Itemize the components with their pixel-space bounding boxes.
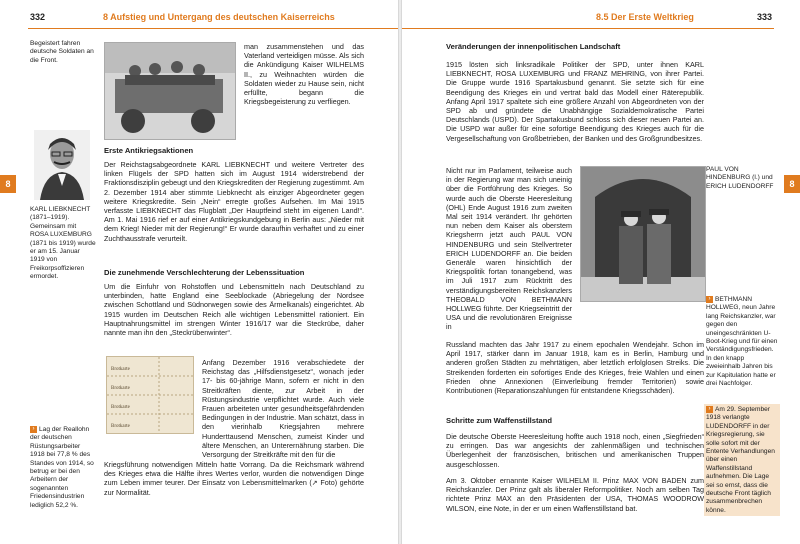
caption-soldiers: Begeistert fahren deutsche Soldaten an die Front. (30, 40, 94, 64)
paragraph-kriegsfuehrung: Kriegsführung notwendigen Mitteln hatte Vorrang. Da die Reichsmark während des Krieges etwa die Hälfte ihres Wertes verlor, wurden die notwendigen Dinge zum Leben immer teurer. Der Einsatz von Lebensmittelmarken (↗ Foto) gehörte zur Normalität. (104, 460, 364, 497)
heading-innenpolitik: Veränderungen der innenpolitischen Landschaft (446, 42, 621, 51)
caption-hindenburg: PAUL VON HINDENBURG (l.) und ERICH LUDENDORFF (706, 166, 774, 190)
right-page (402, 0, 800, 544)
paragraph-lebenssituation: Um die Einfuhr von Rohstoffen und Lebensmitteln nach Deutschland zu unterbinden, hatte England eine Seeblockade (Abriegelung der Nordsee zwischen Schottland und Südnorwegen sowie des Ärmelkanals) eingerichtet. Ab 1915 wurden im Deutschen Reich alle wichtigen Lebensmittel rationiert. Ein Hauptnahrungsmittel im strengen Winter 1916/17 war die Steckrübe, daher nannte man ihn den „Steckrübenwinter“. (104, 282, 364, 338)
chapter-title: 8 Aufstieg und Untergang des deutschen Kaiserreichs (103, 12, 335, 22)
soldiers-photo (104, 42, 236, 140)
bethmann-text: BETHMANN HOLLWEG, neun Jahre lang Reichskanzler, war gegen den uneingeschränkten U-Boot-Krieg und für einen Verständigungsfrieden. In den knapp zweieinhalb Jahren bis zur Kapitulation hatte er drei Nachfolger. (706, 296, 778, 388)
bethmann-note (706, 296, 778, 388)
paragraph-innenpolitik: 1915 lösten sich linksradikale Politiker der SPD, unter ihnen KARL LIEBKNECHT, ROSA LUXEMBURG und FRANZ MEHRING, von ihrer Partei. Die Gruppe wurde 1916 Spartakusbund genannt. Sie setzte sich für eine Beendigung des Krieges ein und vertrat bald das Modell einer Räterepublik. Anfang April 1917 spaltete sich eine größere Anzahl von Abgeordneten von der SPD ab und gründete die Unabhängige Sozialdemokratische Partei Deutschlands (USPD). Der Spartakusbund schloss sich dieser neuen Partei an. Die USPD war außer für eine sofortige Beendigung des Krieges auch für die Vergesellschaftung von Großbetrieben, der Banken und des Großgrundbesitzes. (446, 60, 704, 143)
page-number: 333 (757, 12, 773, 22)
coupon-label: Brotkarte (111, 405, 130, 410)
chapter-tab: 8 (784, 175, 800, 193)
arrow-badge-icon: › (30, 426, 37, 433)
chapter-title: 8.5 Der Erste Weltkrieg (596, 12, 694, 22)
coupon-label: Brotkarte (111, 424, 130, 429)
liebknecht-portrait (34, 130, 90, 200)
intro-paragraph: man zusammenstehen und das Vaterland verteidigen müsse. Als sich die Ankündigung Kaiser WILHELMS II., zu Weihnachten würden die Soldaten wieder zu Hause sein, nicht erfüllte, begann die Kriegsbegeisterung zu verfliegen. (244, 42, 364, 107)
paragraph-waffenstillstand: Die deutsche Oberste Heeresleitung hoffte auch 1918 noch, einen „Siegfrieden“ zu erringen. Das war angesichts der zahlenmäßigen und technischen Überlegenheit der französischen, britischen und amerikanischen Truppen ausgeschlossen. (446, 432, 704, 469)
soldiers-photo-drawing (105, 43, 235, 139)
liebknecht-portrait-drawing (34, 130, 90, 200)
september-note (706, 406, 778, 515)
hindenburg-ludendorff-photo (580, 166, 706, 302)
arrow-badge-icon: › (706, 406, 713, 413)
heading-antikrieg: Erste Antikriegsaktionen (104, 146, 194, 155)
hindenburg-ludendorff-drawing (581, 167, 705, 301)
header-rule (28, 28, 398, 29)
paragraph-parlament: Nicht nur im Parlament, teilweise auch in der Regierung war man sich uneinig über die Fortführung des Krieges. So wurde auch die Oberste Heeresleitung (OHL) Ende August 1916 zum zweiten Mal seit 1914 verändert. Ihr gehörten nun neben dem Kaiser als oberstem Kriegsherrn jetzt auch PAUL VON HINDENBURG und sein Stellvertreter ERICH LUDENDORFF an. Die beiden Generäle waren hinsichtlich der Kriegspolitik fortan tonangebend, was im Juli 1917 zum Rücktritt des verständigungsbereiten Reichskanzlers THEOBALD VON BETHMANN HOLLWEG führte. Der Kriegseintritt der USA und die revolutionären Ereignisse in (446, 166, 572, 332)
ration-coupons-photo (106, 356, 194, 434)
right-header (402, 7, 800, 27)
coupon-label: Brotkarte (111, 367, 130, 372)
arrow-badge-icon: › (706, 296, 713, 303)
coupon-label: Brotkarte (111, 386, 130, 391)
reallohn-text: Lag der Reallohn der deutschen Rüstungsarbeiter 1918 bei 77,8 % des Standes von 1914, so betrug er bei den Arbeitern der sogenannten Friedensindustrien lediglich 52,2 %. (30, 426, 94, 509)
coupon-labels (111, 360, 130, 434)
left-header (0, 7, 398, 27)
heading-lebenssituation: Die zunehmende Verschlechterung der Lebenssituation (104, 268, 305, 277)
chapter-tab: 8 (0, 175, 16, 193)
paragraph-antikrieg: Der Reichstagsabgeordnete KARL LIEBKNECHT und weitere Vertreter des linken Flügels der SPD hatten sich im August 1914 widerstrebend der Fraktionsdisziplin gebeugt und den Kriegskrediten der Regierung zugestimmt. Am 2. Dezember 1914 aber stimmte Liebknecht als einziger Abgeordneter gegen weitere Kriegskredite. Sein „Nein“ erregte großes Aufsehen. Im Mai 1915 verfasste LIEBKNECHT das Flugblatt „Der Hauptfeind steht im eigenen Land!“. Am 1. Mai 1916 rief er auf einer Antikriegskundgebung in Berlin aus: „Nieder mit dem Krieg! Nieder mit der Regierung!“ Er wurde daraufhin verhaftet und zu einer Zuchthausstrafe verurteilt. (104, 160, 364, 243)
paragraph-hilfsdienst: Anfang Dezember 1916 verabschiedete der Reichstag das „Hilfsdienstgesetz“, wonach jeder 17- bis 60-jährige Mann, sofern er nicht in den Streitkräften diente, zur Arbeit in der Rüstungsindustrie verpflichtet wurde. Auch viele Frauen arbeiteten unter gesundheitsgefährdenden Bedingungen in der Industrie. Man schätzt, dass in den vierinhalb Kriegsjahren mehrere Hunderttausend Menschen, zumeist Kinder und ältere Menschen, an Unterernährung starben. Die Versorgung der Streitkräfte mit den für die (202, 358, 364, 460)
paragraph-maxbaden: Am 3. Oktober ernannte Kaiser WILHELM II. Prinz MAX VON BADEN zum Reichskanzler. Der Prinz galt als liberaler Reformpolitiker. Noch am selben Tag richtete Prinz MAX an den Präsidenten der USA, THOMAS WOODROW WILSON, eine Note, in der er um einen Waffenstillstand bat. (446, 476, 704, 513)
caption-liebknecht: KARL LIEBKNECHT (1871–1919). Gemeinsam mit ROSA LUXEMBURG (1871 bis 1919) wurde er am 15. Januar 1919 von Freikorpsoffizieren ermordet. (30, 206, 96, 281)
left-page (0, 0, 398, 544)
page-number: 332 (30, 12, 46, 22)
paragraph-russland: Russland machten das Jahr 1917 zu einem epochalen Wendejahr. Schon im April 1917, stärker dann im Januar 1918, kam es in Berlin, Hamburg und anderen großen Städten zu mehrtätigen, aber letztlich erfolglosen Streiks. Die Streikenden forderten ein sofortiges Ende des Krieges, freie Wahlen und einen Frieden ohne Annexionen (Einverleibung fremder Territorien) sowie Kontributionen (Reparationszahlungen für entstandene Kriegsschäden). (446, 340, 704, 396)
header-rule (402, 28, 774, 29)
heading-waffenstillstand: Schritte zum Waffenstillstand (446, 416, 553, 425)
reallohn-note (30, 426, 96, 510)
september-text: Am 29. September 1918 verlangte LUDENDORFF in der Kriegsregierung, sie solle sofort mit der Entente Verhandlungen über einen Waffenstillstand aufnehmen. Die Lage sei so ernst, dass die deutsche Front täglich zusammenbrechen könne. (706, 406, 775, 514)
